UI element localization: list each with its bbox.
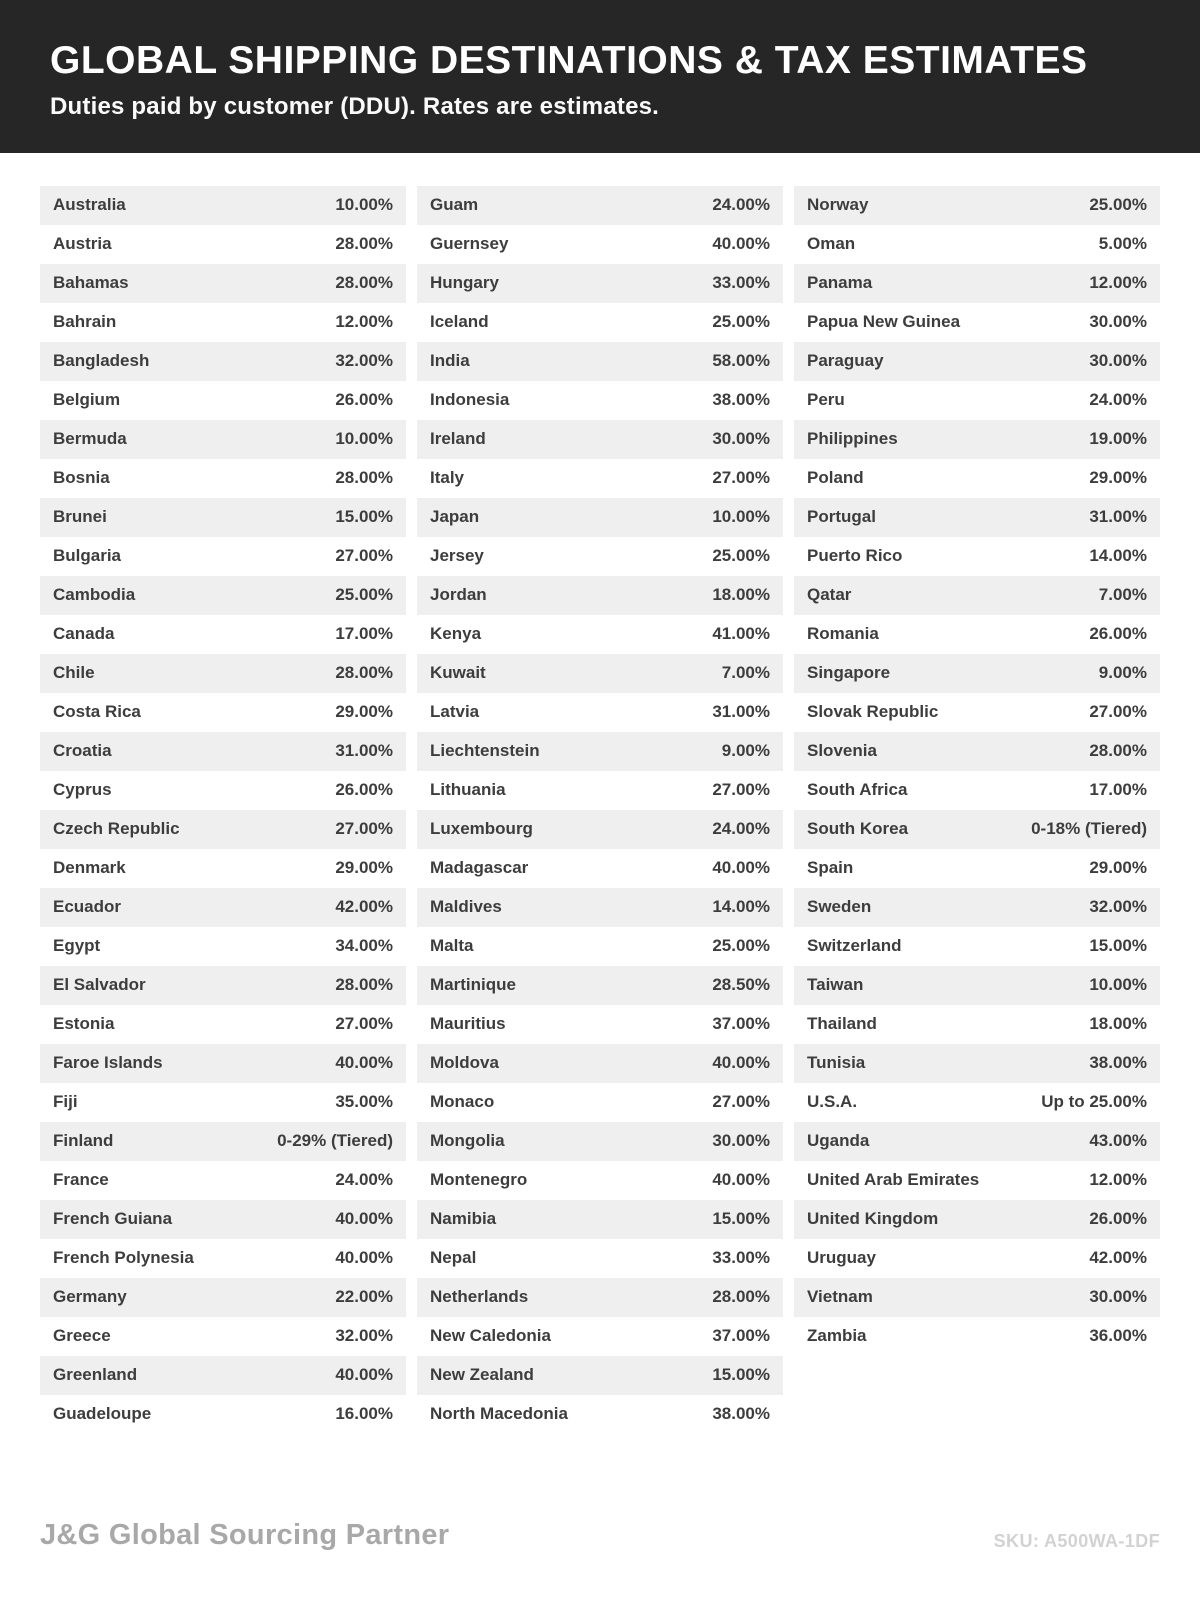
country-name: South Korea	[807, 819, 909, 839]
country-name: Qatar	[807, 585, 852, 605]
rate-row	[40, 771, 406, 810]
tax-rate: 28.00%	[335, 468, 393, 488]
rate-row	[794, 1239, 1160, 1278]
rate-row	[794, 264, 1160, 303]
rate-row	[417, 381, 783, 420]
tax-rate: 28.00%	[335, 234, 393, 254]
tax-rate: 35.00%	[335, 1092, 393, 1112]
rate-row	[794, 459, 1160, 498]
rate-row	[417, 810, 783, 849]
country-name: Papua New Guinea	[807, 312, 961, 332]
rate-row	[417, 498, 783, 537]
tax-rate: 31.00%	[1089, 507, 1147, 527]
country-name: Greenland	[53, 1365, 138, 1385]
rate-row	[40, 615, 406, 654]
country-name: Egypt	[53, 936, 101, 956]
country-name: Croatia	[53, 741, 112, 761]
tax-rate: 10.00%	[712, 507, 770, 527]
country-name: Bahamas	[53, 273, 129, 293]
rate-row	[417, 342, 783, 381]
country-name: Uganda	[807, 1131, 870, 1151]
rate-row	[40, 927, 406, 966]
rate-row	[40, 1356, 406, 1395]
tax-rate: 42.00%	[1089, 1248, 1147, 1268]
rate-row	[40, 1005, 406, 1044]
rate-row	[417, 1122, 783, 1161]
country-name: Costa Rica	[53, 702, 141, 722]
tax-rate: 27.00%	[335, 819, 393, 839]
country-name: Estonia	[53, 1014, 115, 1034]
country-name: Portugal	[807, 507, 876, 527]
tax-rate: 29.00%	[1089, 468, 1147, 488]
country-name: Kuwait	[430, 663, 486, 683]
rate-row	[40, 420, 406, 459]
tax-rate: 37.00%	[712, 1014, 770, 1034]
country-name: Nepal	[430, 1248, 477, 1268]
rate-row	[794, 849, 1160, 888]
rate-row	[794, 1317, 1160, 1356]
country-name: Jordan	[430, 585, 487, 605]
tax-rate: 28.00%	[335, 663, 393, 683]
rate-row	[40, 1122, 406, 1161]
country-name: Uruguay	[807, 1248, 876, 1268]
tax-rate: 25.00%	[712, 936, 770, 956]
tax-rate: 0-29% (Tiered)	[277, 1131, 393, 1151]
tax-rate: 22.00%	[335, 1287, 393, 1307]
country-name: Netherlands	[430, 1287, 529, 1307]
tax-rate: 30.00%	[1089, 1287, 1147, 1307]
tax-rate: 28.00%	[1089, 741, 1147, 761]
country-name: Madagascar	[430, 858, 529, 878]
tax-rate: 40.00%	[712, 858, 770, 878]
tax-rate: 5.00%	[1098, 234, 1147, 254]
rate-row	[40, 693, 406, 732]
country-name: Panama	[807, 273, 873, 293]
tax-rate: 25.00%	[712, 312, 770, 332]
rate-row	[417, 537, 783, 576]
rate-row	[40, 1395, 406, 1434]
country-name: Liechtenstein	[430, 741, 540, 761]
rate-row	[417, 654, 783, 693]
rate-row	[417, 1044, 783, 1083]
rate-row	[794, 888, 1160, 927]
country-name: Zambia	[807, 1326, 867, 1346]
country-name: Canada	[53, 624, 115, 644]
tax-rate: 40.00%	[335, 1365, 393, 1385]
tax-rate: 36.00%	[1089, 1326, 1147, 1346]
country-name: Maldives	[430, 897, 502, 917]
country-name: Bosnia	[53, 468, 110, 488]
tax-rate: 14.00%	[712, 897, 770, 917]
country-name: Denmark	[53, 858, 126, 878]
rate-row	[417, 1161, 783, 1200]
tax-rate: 28.00%	[335, 975, 393, 995]
rate-row	[40, 810, 406, 849]
tax-rate: 37.00%	[712, 1326, 770, 1346]
tax-rate: 40.00%	[712, 1053, 770, 1073]
country-name: Germany	[53, 1287, 127, 1307]
country-name: India	[430, 351, 470, 371]
tax-rate: 29.00%	[335, 858, 393, 878]
tax-rate: 7.00%	[1098, 585, 1147, 605]
tax-rate: 10.00%	[335, 429, 393, 449]
country-name: Taiwan	[807, 975, 864, 995]
rate-row	[417, 459, 783, 498]
rate-row	[794, 654, 1160, 693]
rate-row	[40, 342, 406, 381]
tax-rate: 40.00%	[712, 234, 770, 254]
tax-rate: 24.00%	[712, 195, 770, 215]
rate-row	[794, 381, 1160, 420]
rate-row	[794, 537, 1160, 576]
page-subtitle: Duties paid by customer (DDU). Rates are estimates.	[50, 92, 660, 120]
rate-column-2	[417, 186, 783, 1434]
country-name: Cyprus	[53, 780, 112, 800]
country-name: Philippines	[807, 429, 898, 449]
country-name: Kenya	[430, 624, 482, 644]
rate-row	[417, 1239, 783, 1278]
country-name: Czech Republic	[53, 819, 180, 839]
rate-row	[40, 498, 406, 537]
country-name: France	[53, 1170, 109, 1190]
country-name: Montenegro	[430, 1170, 528, 1190]
rate-row	[40, 1278, 406, 1317]
country-name: Faroe Islands	[53, 1053, 163, 1073]
country-name: French Polynesia	[53, 1248, 194, 1268]
country-name: Luxembourg	[430, 819, 533, 839]
country-name: Guam	[430, 195, 479, 215]
tax-rate: 18.00%	[712, 585, 770, 605]
rate-row	[794, 1278, 1160, 1317]
tax-rate: 10.00%	[1089, 975, 1147, 995]
tax-rate: 58.00%	[712, 351, 770, 371]
rate-row	[794, 186, 1160, 225]
country-name: Italy	[430, 468, 465, 488]
tax-rate: 26.00%	[1089, 624, 1147, 644]
country-name: Guernsey	[430, 234, 509, 254]
rate-column-3	[794, 186, 1160, 1356]
rate-row	[40, 576, 406, 615]
country-name: Belgium	[53, 390, 121, 410]
rate-row	[417, 1083, 783, 1122]
rate-row	[417, 1005, 783, 1044]
sku-text: SKU: A500WA-1DF	[993, 1531, 1160, 1551]
tax-rate: 40.00%	[712, 1170, 770, 1190]
tax-rate: 14.00%	[1089, 546, 1147, 566]
rate-row	[417, 1356, 783, 1395]
tax-rate: 28.00%	[712, 1287, 770, 1307]
country-name: Oman	[807, 234, 856, 254]
rates-columns	[0, 186, 1200, 1434]
country-name: Mauritius	[430, 1014, 506, 1034]
rate-row	[417, 264, 783, 303]
tax-rate: 32.00%	[1089, 897, 1147, 917]
country-name: Slovak Republic	[807, 702, 939, 722]
tax-rate: 17.00%	[335, 624, 393, 644]
country-name: Finland	[53, 1131, 114, 1151]
tax-rate: 32.00%	[335, 351, 393, 371]
country-name: Namibia	[430, 1209, 497, 1229]
country-name: North Macedonia	[430, 1404, 568, 1424]
tax-rate: 16.00%	[335, 1404, 393, 1424]
rate-row	[417, 966, 783, 1005]
rate-row	[40, 1200, 406, 1239]
tax-rate: 24.00%	[335, 1170, 393, 1190]
rate-row	[794, 693, 1160, 732]
tax-rate: 27.00%	[335, 1014, 393, 1034]
rate-row	[40, 264, 406, 303]
tax-rate: 40.00%	[335, 1248, 393, 1268]
country-name: Martinique	[430, 975, 516, 995]
country-name: Romania	[807, 624, 879, 644]
rate-row	[417, 576, 783, 615]
country-name: Thailand	[807, 1014, 877, 1034]
tax-rate: 25.00%	[1089, 195, 1147, 215]
country-name: Chile	[53, 663, 95, 683]
rate-column-1	[40, 186, 406, 1434]
tax-rate: 30.00%	[1089, 312, 1147, 332]
rate-row	[40, 1161, 406, 1200]
rate-row	[417, 927, 783, 966]
country-name: Mongolia	[430, 1131, 505, 1151]
rate-row	[794, 225, 1160, 264]
country-name: Switzerland	[807, 936, 902, 956]
tax-rate: 33.00%	[712, 1248, 770, 1268]
country-name: French Guiana	[53, 1209, 173, 1229]
country-name: Latvia	[430, 702, 480, 722]
country-name: Guadeloupe	[53, 1404, 152, 1424]
rate-row	[417, 693, 783, 732]
rate-row	[417, 303, 783, 342]
tax-rate: 25.00%	[335, 585, 393, 605]
country-name: Bahrain	[53, 312, 117, 332]
tax-rate: 30.00%	[1089, 351, 1147, 371]
rate-row	[40, 225, 406, 264]
tax-rate: 27.00%	[1089, 702, 1147, 722]
tax-rate: 9.00%	[1098, 663, 1147, 683]
tax-rate: 43.00%	[1089, 1131, 1147, 1151]
country-name: Japan	[430, 507, 480, 527]
country-name: Fiji	[53, 1092, 78, 1112]
rate-row	[794, 498, 1160, 537]
country-name: Tunisia	[807, 1053, 866, 1073]
tax-rate: 34.00%	[335, 936, 393, 956]
country-name: Indonesia	[430, 390, 510, 410]
country-name: Spain	[807, 858, 854, 878]
country-name: Norway	[807, 195, 869, 215]
tax-rate: 15.00%	[712, 1365, 770, 1385]
rate-row	[794, 771, 1160, 810]
country-name: Bangladesh	[53, 351, 150, 371]
rate-row	[417, 732, 783, 771]
tax-rate: 38.00%	[712, 390, 770, 410]
rate-row	[794, 1122, 1160, 1161]
country-name: Austria	[53, 234, 112, 254]
tax-rate: 28.50%	[712, 975, 770, 995]
country-name: New Zealand	[430, 1365, 534, 1385]
country-name: Puerto Rico	[807, 546, 903, 566]
rate-row	[417, 849, 783, 888]
country-name: Brunei	[53, 507, 107, 527]
rate-row	[417, 1317, 783, 1356]
rate-row	[40, 186, 406, 225]
rate-row	[40, 1317, 406, 1356]
tax-rate: 42.00%	[335, 897, 393, 917]
tax-rate: 12.00%	[1089, 1170, 1147, 1190]
tax-rate: 31.00%	[335, 741, 393, 761]
rate-row	[40, 1239, 406, 1278]
rate-row	[794, 1200, 1160, 1239]
country-name: Ireland	[430, 429, 486, 449]
tax-rate: 7.00%	[721, 663, 770, 683]
tax-rate: 28.00%	[335, 273, 393, 293]
rate-row	[417, 1200, 783, 1239]
country-name: New Caledonia	[430, 1326, 551, 1346]
rate-row	[794, 732, 1160, 771]
tax-rate: 9.00%	[721, 741, 770, 761]
rate-row	[40, 1044, 406, 1083]
country-name: United Arab Emirates	[807, 1170, 980, 1190]
country-name: Bermuda	[53, 429, 127, 449]
tax-rate: 30.00%	[712, 1131, 770, 1151]
rate-row	[794, 966, 1160, 1005]
country-name: Australia	[53, 195, 126, 215]
rate-row	[417, 420, 783, 459]
rate-row	[417, 186, 783, 225]
tax-rate: Up to 25.00%	[1041, 1092, 1147, 1112]
country-name: Bulgaria	[53, 546, 122, 566]
rate-row	[794, 810, 1160, 849]
tax-rate: 26.00%	[335, 390, 393, 410]
rate-row	[40, 303, 406, 342]
rate-row	[417, 1395, 783, 1434]
tax-rate: 26.00%	[1089, 1209, 1147, 1229]
tax-rate: 12.00%	[335, 312, 393, 332]
brand-text: J&G Global Sourcing Partner	[40, 1519, 450, 1551]
tax-rate: 27.00%	[712, 1092, 770, 1112]
rate-row	[40, 966, 406, 1005]
tax-rate: 29.00%	[335, 702, 393, 722]
rate-row	[794, 1005, 1160, 1044]
page-title: GLOBAL SHIPPING DESTINATIONS & TAX ESTIMATES	[50, 39, 1088, 82]
rate-row	[40, 381, 406, 420]
country-name: Malta	[430, 936, 474, 956]
rate-row	[794, 927, 1160, 966]
rate-row	[794, 303, 1160, 342]
country-name: South Africa	[807, 780, 908, 800]
country-name: Poland	[807, 468, 864, 488]
tax-rate: 27.00%	[712, 780, 770, 800]
tax-rate: 24.00%	[1089, 390, 1147, 410]
country-name: Slovenia	[807, 741, 877, 761]
country-name: Peru	[807, 390, 845, 410]
rate-row	[794, 342, 1160, 381]
tax-rate: 10.00%	[335, 195, 393, 215]
tax-rate: 38.00%	[712, 1404, 770, 1424]
rate-row	[40, 849, 406, 888]
rate-row	[40, 537, 406, 576]
tax-rate: 27.00%	[335, 546, 393, 566]
rate-row	[40, 732, 406, 771]
tax-rate: 26.00%	[335, 780, 393, 800]
tax-rate: 17.00%	[1089, 780, 1147, 800]
rate-row	[40, 459, 406, 498]
rate-row	[794, 1044, 1160, 1083]
country-name: Iceland	[430, 312, 489, 332]
tax-rate: 29.00%	[1089, 858, 1147, 878]
tax-rate: 31.00%	[712, 702, 770, 722]
country-name: Vietnam	[807, 1287, 873, 1307]
rate-row	[417, 771, 783, 810]
rate-row	[40, 888, 406, 927]
rate-row	[40, 1083, 406, 1122]
tax-rate: 41.00%	[712, 624, 770, 644]
tax-rate: 19.00%	[1089, 429, 1147, 449]
country-name: Cambodia	[53, 585, 136, 605]
tax-rate: 15.00%	[712, 1209, 770, 1229]
tax-rate: 27.00%	[712, 468, 770, 488]
country-name: U.S.A.	[807, 1092, 858, 1112]
rate-row	[417, 888, 783, 927]
country-name: Greece	[53, 1326, 111, 1346]
footer	[0, 1519, 1200, 1600]
country-name: Hungary	[430, 273, 499, 293]
rate-row	[794, 420, 1160, 459]
tax-rate: 15.00%	[1089, 936, 1147, 956]
tax-rate: 25.00%	[712, 546, 770, 566]
country-name: Monaco	[430, 1092, 495, 1112]
country-name: Ecuador	[53, 897, 122, 917]
tax-rate: 12.00%	[1089, 273, 1147, 293]
tax-rate: 40.00%	[335, 1209, 393, 1229]
country-name: Jersey	[430, 546, 484, 566]
rate-row	[794, 1083, 1160, 1122]
country-name: Paraguay	[807, 351, 884, 371]
country-name: El Salvador	[53, 975, 146, 995]
tax-rate: 30.00%	[712, 429, 770, 449]
rate-row	[794, 576, 1160, 615]
rate-row	[794, 615, 1160, 654]
rate-row	[417, 615, 783, 654]
tax-rate: 24.00%	[712, 819, 770, 839]
country-name: Singapore	[807, 663, 891, 683]
tax-rate: 40.00%	[335, 1053, 393, 1073]
rate-row	[40, 654, 406, 693]
tax-rate: 38.00%	[1089, 1053, 1147, 1073]
country-name: Sweden	[807, 897, 872, 917]
country-name: United Kingdom	[807, 1209, 939, 1229]
tax-rate: 15.00%	[335, 507, 393, 527]
tax-rate: 32.00%	[335, 1326, 393, 1346]
tax-rate: 33.00%	[712, 273, 770, 293]
rate-row	[417, 225, 783, 264]
rate-row	[417, 1278, 783, 1317]
header	[0, 0, 1200, 153]
rate-row	[794, 1161, 1160, 1200]
country-name: Moldova	[430, 1053, 499, 1073]
tax-rate: 18.00%	[1089, 1014, 1147, 1034]
country-name: Lithuania	[430, 780, 506, 800]
tax-rate: 0-18% (Tiered)	[1031, 819, 1147, 839]
